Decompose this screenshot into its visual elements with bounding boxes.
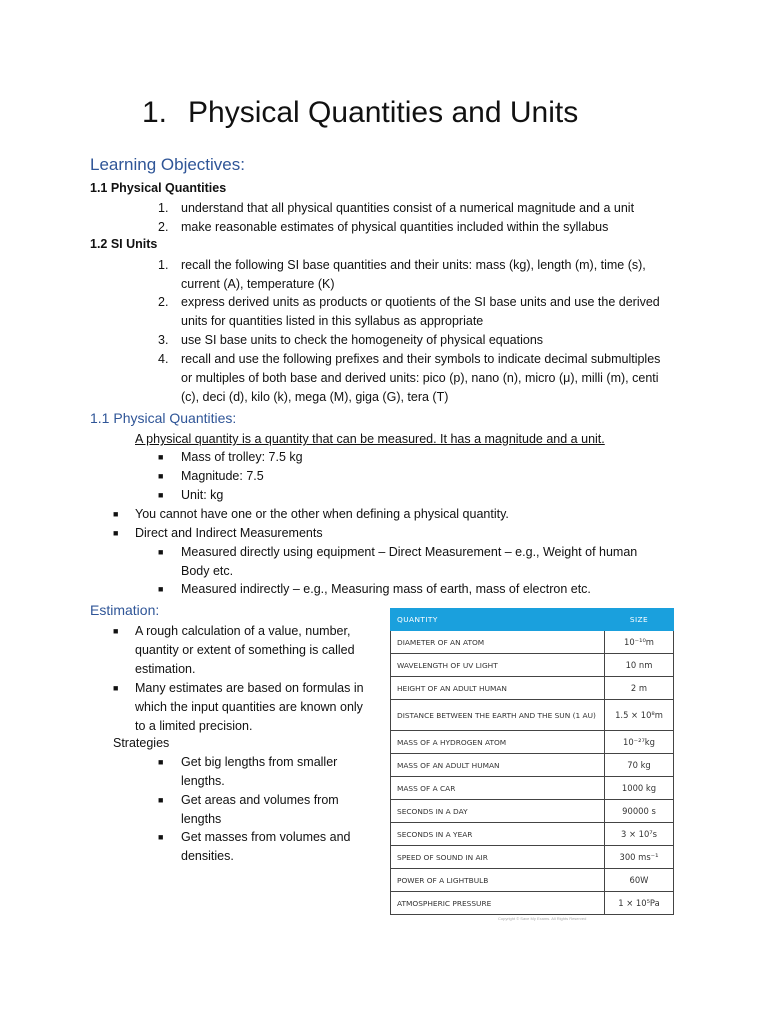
objective-2-2: 2. express derived units as products or quotients of the SI base units and use the derived units for quantities listed in this syllabus as appropriate — [158, 295, 660, 328]
table-row — [391, 631, 674, 654]
table-row — [391, 892, 674, 915]
bullet-icon: ■ — [158, 452, 164, 462]
bullet-icon: ■ — [113, 528, 119, 538]
estimation-bullet: ■ A rough calculation of a value, number, quantity or extent of something is called estimation. — [113, 624, 355, 676]
quantity-cell: HEIGHT OF AN ADULT HUMAN — [391, 677, 605, 700]
bullet-icon: ■ — [113, 626, 119, 636]
table-row — [391, 777, 674, 800]
quantity-cell: SPEED OF SOUND IN AIR — [391, 846, 605, 869]
pq-definition: A physical quantity is a quantity that can be measured. It has a magnitude and a unit. — [135, 432, 605, 446]
estimation-heading: Estimation: — [90, 602, 160, 618]
size-cell: 1000 kg — [605, 777, 674, 800]
table-row — [391, 800, 674, 823]
objectives-sec1-heading: 1.1 Physical Quantities — [90, 181, 227, 195]
table-row — [391, 823, 674, 846]
header-quantity: QUANTITY — [391, 609, 605, 631]
quantity-cell: DIAMETER OF AN ATOM — [391, 631, 605, 654]
quantity-cell: POWER OF A LIGHTBULB — [391, 869, 605, 892]
size-cell: 90000 s — [605, 800, 674, 823]
bullet-icon: ■ — [113, 509, 119, 519]
bullet-icon: ■ — [158, 547, 164, 557]
table-caption: Copyright © Save My Exams. All Rights Reserved — [498, 916, 587, 921]
objectives-sec2-heading: 1.2 SI Units — [90, 237, 158, 251]
bullet-icon: ■ — [158, 471, 164, 481]
quantity-cell: SECONDS IN A YEAR — [391, 823, 605, 846]
quantity-cell: MASS OF A CAR — [391, 777, 605, 800]
quantity-cell: MASS OF A HYDROGEN ATOM — [391, 731, 605, 754]
estimation-bullet: ■ Many estimates are based on formulas in which the input quantities are known only to a limited precision. — [113, 681, 364, 733]
table-row — [391, 731, 674, 754]
size-cell: 3 × 10⁷s — [605, 823, 674, 846]
bullet-icon: ■ — [158, 584, 164, 594]
size-cell: 10 nm — [605, 654, 674, 677]
estimates-table — [390, 608, 674, 915]
size-cell: 1.5 × 10⁸m — [605, 700, 674, 731]
bullet-icon: ■ — [158, 490, 164, 500]
quantity-cell: MASS OF AN ADULT HUMAN — [391, 754, 605, 777]
bullet-icon: ■ — [158, 757, 164, 767]
size-cell: 60W — [605, 869, 674, 892]
size-cell: 10⁻¹⁰m — [605, 631, 674, 654]
objective-2-1: 1. recall the following SI base quantities and their units: mass (kg), length (m), time (s), current (A), temperature (K) — [158, 258, 646, 291]
bullet-icon: ■ — [113, 683, 119, 693]
table-row — [391, 754, 674, 777]
quantity-cell: ATMOSPHERIC PRESSURE — [391, 892, 605, 915]
title-text: Physical Quantities and Units — [188, 96, 579, 129]
strategies-label: Strategies — [113, 736, 170, 750]
physical-quantities-heading: 1.1 Physical Quantities: — [90, 410, 237, 426]
size-cell: 10⁻²⁷kg — [605, 731, 674, 754]
size-cell: 1 × 10⁵Pa — [605, 892, 674, 915]
table-row — [391, 654, 674, 677]
strategy-item: ■ Get masses from volumes and densities. — [158, 830, 351, 863]
quantity-cell: SECONDS IN A DAY — [391, 800, 605, 823]
quantity-cell: DISTANCE BETWEEN THE EARTH AND THE SUN (1 AU) — [391, 700, 605, 731]
table-row — [391, 700, 674, 731]
size-cell: 2 m — [605, 677, 674, 700]
table-row — [391, 869, 674, 892]
title-number: 1. — [142, 96, 168, 129]
objective-2-4: 4. recall and use the following prefixes and their symbols to indicate decimal submultiples or multiples of both base and derived units: pico (p), nano (n), micro (μ), milli (m), centi (c), deci (d), kilo (k), mega (M), giga (G), tera (T) — [158, 352, 661, 404]
size-cell: 300 ms⁻¹ — [605, 846, 674, 869]
strategy-item: ■ Get areas and volumes from lengths — [158, 793, 339, 826]
bullet-icon: ■ — [158, 832, 164, 842]
learning-objectives-heading: Learning Objectives: — [90, 155, 245, 174]
pq-direct-measurement: ■ Measured directly using equipment – Direct Measurement – e.g., Weight of human Body etc. — [158, 545, 638, 578]
page-title — [142, 96, 578, 130]
table-row — [391, 846, 674, 869]
quantity-cell: WAVELENGTH OF UV LIGHT — [391, 654, 605, 677]
table-row — [391, 677, 674, 700]
bullet-icon: ■ — [158, 795, 164, 805]
size-cell: 70 kg — [605, 754, 674, 777]
header-size: SIZE — [605, 609, 674, 631]
table-header-row — [391, 609, 674, 631]
strategy-item: ■ Get big lengths from smaller lengths. — [158, 755, 338, 788]
